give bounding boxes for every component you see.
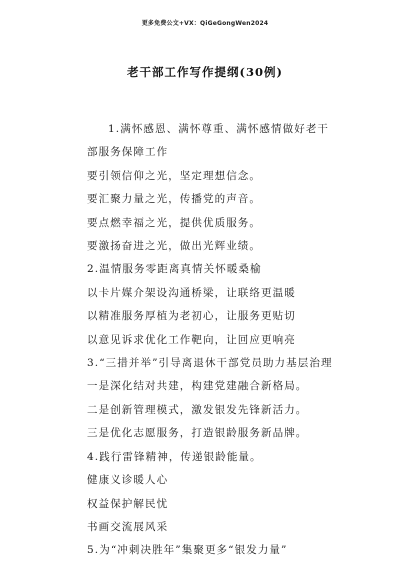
body-line: 以卡片媒介架设沟通桥梁，让联络更温暖 [87, 286, 296, 299]
body-line: 以意见诉求优化工作靶向，让回应更响亮 [87, 333, 296, 346]
body-line: 健康义诊暖人心 [87, 474, 169, 487]
body-line: 以精准服务厚植为老初心，让服务更贴切 [87, 310, 296, 323]
document-title: 老干部工作写作提纲(30例) [127, 65, 283, 79]
body-line: 要点燃幸福之光，提供优质服务。 [87, 216, 261, 229]
body-line: 要激扬奋进之光，做出光辉业绩。 [87, 240, 261, 253]
document-body [87, 118, 331, 563]
body-line: 书画交流展风采 [87, 520, 169, 533]
section-heading-4: 4.践行雷锋精神，传递银龄能量。 [87, 450, 262, 463]
body-line: 权益保护解民忧 [87, 497, 169, 510]
body-line: 二是创新管理模式，激发银发先锋新活力。 [87, 403, 308, 416]
header-note: 更多免费公文+VX：QiGeGongWen2024 [141, 20, 269, 27]
body-line: 一是深化结对共建，构建党建融合新格局。 [87, 380, 308, 393]
body-line: 要引领信仰之光，坚定理想信念。 [87, 169, 261, 182]
section-heading-3: 3.“三措并举”引导离退休干部党员助力基层治理 [87, 357, 333, 370]
body-line: 三是优化志愿服务，打造银龄服务新品牌。 [87, 427, 308, 440]
section-heading-2: 2.温情服务零距离真情关怀暖桑榆 [87, 263, 262, 276]
section-heading-1: 1.满怀感恩、满怀尊重、满怀感情做好老干部服务保障工作 [87, 123, 330, 159]
section-heading-5: 5.为“冲刺决胜年”集聚更多“银发力量” [87, 544, 288, 557]
body-line: 要汇聚力量之光，传播党的声音。 [87, 193, 261, 206]
